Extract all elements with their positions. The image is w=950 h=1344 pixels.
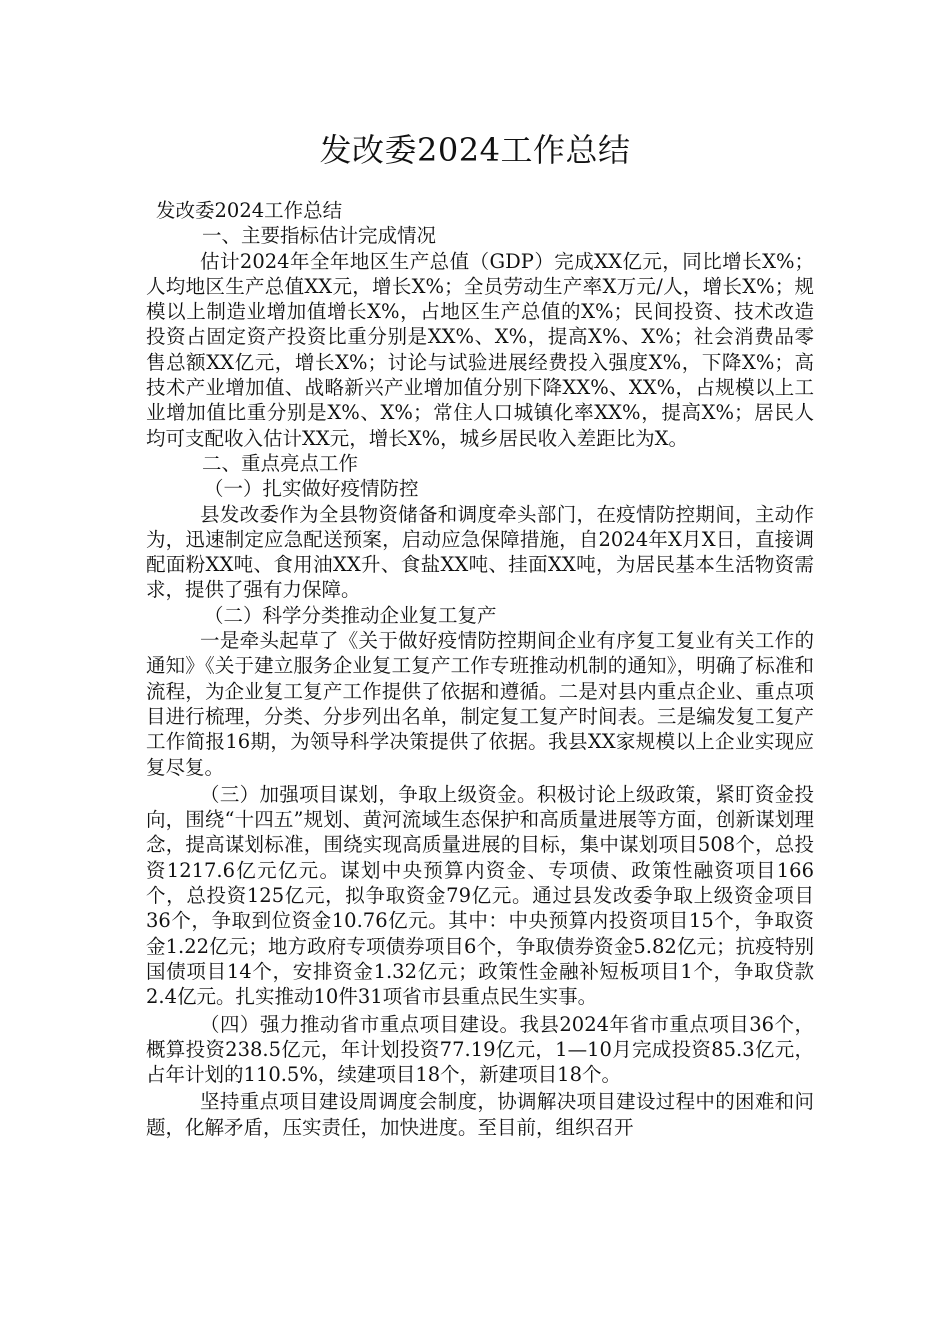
paragraph-indicators: 估计2024年全年地区生产总值（GDP）完成XX亿元，同比增长X%；人均地区生产总值XX元，增长X%；全员劳动生产率X万元/人，增长X%；规模以上制造业增加值增长X%，占地区生产总值的X%；民间投资、技术改造投资占固定资产投资比重分别是XX%、X%，提高X%、X%；社会消费品零售总额XX亿元，增长X%；讨论与试验进展经费投入强度X%，下降X%；高技术产业增加值、战略新兴产业增加值分别下降XX%、XX%，占规模以上工业增加值比重分别是X%、X%；常住人口城镇化率XX%，提高X%；居民人均可支配收入估计XX元，增长X%，城乡居民收入差距比为X。 — [146, 249, 814, 450]
document-body — [146, 198, 814, 1140]
document-subtitle: 发改委2024工作总结 — [156, 199, 343, 222]
subsection-heading-1: （一）扎实做好疫情防控 — [204, 477, 419, 501]
document-title: 发改委2024工作总结 — [319, 131, 631, 169]
section-heading-2: 二、重点亮点工作 — [202, 451, 359, 475]
paragraph-epidemic-control: 县发改委作为全县物资储备和调度牵头部门，在疫情防控期间，主动作为，迅速制定应急配送预案，启动应急保障措施，自2024年X月X日，直接调配面粉XX吨、食用油XX升、食盐XX吨、挂面XX吨，为居民基本生活物资需求，提供了强有力保障。 — [146, 502, 814, 602]
paragraph-key-projects: （四）强力推动省市重点项目建设。我县2024年省市重点项目36个，概算投资238.5亿元，年计划投资77.19亿元，1—10月完成投资85.3亿元，占年计划的110.5%，续建项目18个，新建项目18个。 — [146, 1012, 814, 1087]
section-heading-1: 一、主要指标估计完成情况 — [202, 224, 437, 248]
paragraph-resumption: 一是牵头起草了《关于做好疫情防控期间企业有序复工复业有关工作的通知》《关于建立服务企业复工复产工作专班推动机制的通知》，明确了标准和流程，为企业复工复产工作提供了依据和遵循。二是对县内重点企业、重点项目进行梳理，分类、分步列出名单，制定复工复产时间表。三是编发复工复产工作简报16期，为领导科学决策提供了依据。我县XX家规模以上企业实现应复尽复。 — [146, 629, 814, 779]
paragraph-scheduling: 坚持重点项目建设周调度会制度，协调解决项目建设过程中的困难和问题，化解矛盾，压实责任，加快进度。至目前，组织召开 — [146, 1090, 814, 1139]
subsection-heading-2: （二）科学分类推动企业复工复产 — [204, 603, 497, 627]
paragraph-project-planning: （三）加强项目谋划，争取上级资金。积极讨论上级政策，紧盯资金投向，围绕“十四五”规划、黄河流域生态保护和高质量进展等方面，创新谋划理念，提高谋划标准，围绕实现高质量进展的目标，集中谋划项目508个，总投资1217.6亿元亿元。谋划中央预算内资金、专项债、政策性融资项目166个，总投资125亿元，拟争取资金79亿元。通过县发改委争取上级资金项目36个，争取到位资金10.76亿元。其中：中央预算内投资项目15个，争取资金1.22亿元；地方政府专项债券项目6个，争取债券资金5.82亿元；抗疫特别国债项目14个，安排资金1.32亿元；政策性金融补短板项目1个，争取贷款2.4亿元。扎实推动10件31项省市县重点民生实事。 — [146, 782, 814, 1009]
